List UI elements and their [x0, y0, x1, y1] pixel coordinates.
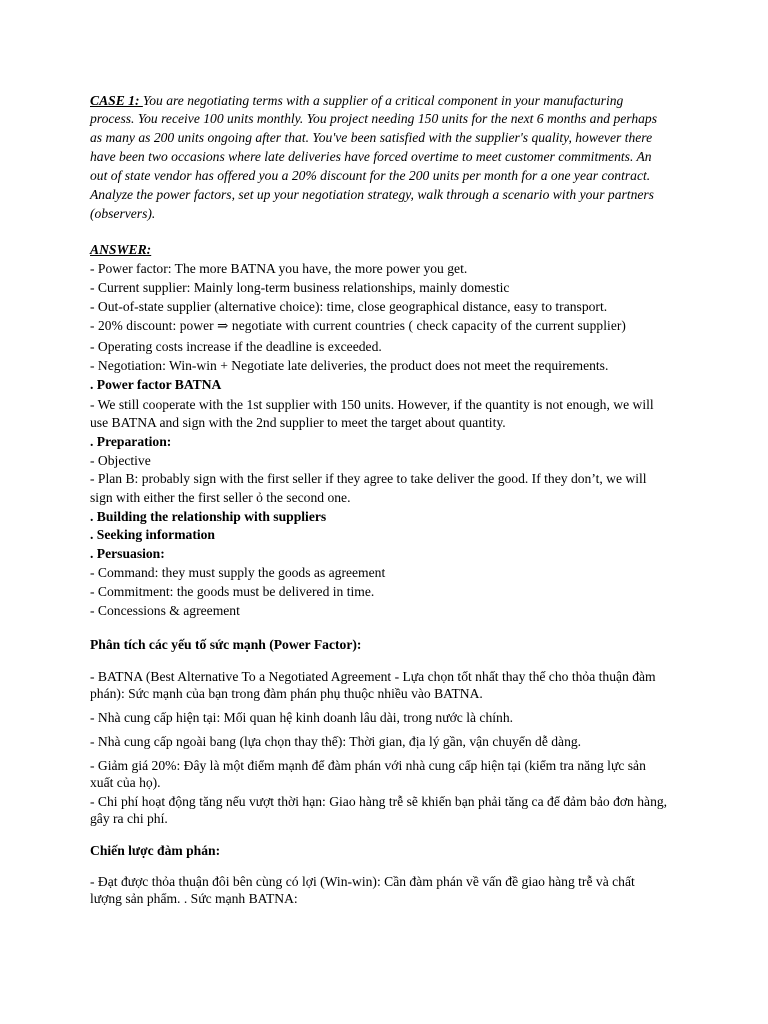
- answer-line: - Out-of-state supplier (alternative choice): time, close geographical distance, easy to transport.: [90, 299, 608, 314]
- answer-line: sign with either the first seller ỏ the second one.: [90, 490, 351, 505]
- answer-line: - Commitment: the goods must be delivered in time.: [90, 584, 375, 599]
- vn-line: - Chi phí hoạt động tăng nếu vượt thời hạn: Giao hàng trễ sẽ khiến bạn phải tăng ca để đảm bảo đơn hàng,: [90, 794, 668, 809]
- vn-line: phán): Sức mạnh của bạn trong đàm phán phụ thuộc nhiều vào BATNA.: [90, 686, 483, 701]
- vn-line: - Nhà cung cấp ngoài bang (lựa chọn thay thế): Thời gian, địa lý gần, vận chuyển dễ dàng.: [90, 734, 582, 749]
- answer-line: - Operating costs increase if the deadline is exceeded.: [90, 339, 382, 354]
- answer-subheading: . Building the relationship with suppliers: [90, 509, 327, 524]
- case-line: process. You receive 100 units monthly. You project needing 150 units for the next 6 months and perhaps: [90, 111, 657, 126]
- case-line: (observers).: [90, 206, 156, 221]
- answer-line: - 20% discount: power ⇒ negotiate with current countries ( check capacity of the current supplier): [90, 318, 626, 333]
- answer-line: - Power factor: The more BATNA you have, the more power you get.: [90, 261, 468, 276]
- answer-subheading: . Persuasion:: [90, 546, 165, 561]
- answer-line: - Negotiation: Win-win + Negotiate late deliveries, the product does not meet the requirements.: [90, 358, 609, 373]
- vn-line: - BATNA (Best Alternative To a Negotiated Agreement - Lựa chọn tốt nhất thay thế cho thỏa thuận đàm: [90, 669, 656, 684]
- answer-line: use BATNA and sign with the 2nd supplier to meet the target about quantity.: [90, 415, 506, 430]
- vn-line: - Đạt được thỏa thuận đôi bên cùng có lợi (Win-win): Cần đàm phán về vấn đề giao hàng trễ và chất: [90, 874, 635, 889]
- case-label: CASE 1:: [90, 93, 143, 108]
- answer-heading: ANSWER:: [90, 242, 152, 257]
- answer-line: - Current supplier: Mainly long-term business relationships, mainly domestic: [90, 280, 510, 295]
- answer-subheading: . Seeking information: [90, 527, 215, 542]
- vn-line: - Nhà cung cấp hiện tại: Mối quan hệ kinh doanh lâu dài, trong nước là chính.: [90, 710, 514, 725]
- answer-subheading: . Preparation:: [90, 434, 172, 449]
- vn-line: - Giảm giá 20%: Đây là một điểm mạnh để đàm phán với nhà cung cấp hiện tại (kiểm tra năng lực sản: [90, 758, 646, 773]
- vn-line: gây ra chi phí.: [90, 811, 168, 826]
- case-line: out of state vendor has offered you a 20% discount for the 200 units per month for a one year contract.: [90, 168, 651, 183]
- vn-line: lượng sản phẩm. . Sức mạnh BATNA:: [90, 891, 298, 906]
- case-line: as many as 200 units ongoing after that. You've been satisfied with the supplier's quality, however there: [90, 130, 653, 145]
- answer-line: - Objective: [90, 453, 151, 468]
- case-line: Analyze the power factors, set up your negotiation strategy, walk through a scenario with your partners: [90, 187, 654, 202]
- answer-line: - Plan B: probably sign with the first seller if they agree to take deliver the good. If they don’t, we will: [90, 471, 647, 486]
- case-line: have been two occasions where late deliveries have forced overtime to meet customer commitments. An: [90, 149, 652, 164]
- case-line: CASE 1: You are negotiating terms with a supplier of a critical component in your manufacturing: [90, 93, 624, 108]
- answer-line: - Command: they must supply the goods as agreement: [90, 565, 386, 580]
- vn-line: xuất của họ).: [90, 775, 161, 790]
- strategy-heading: Chiến lược đàm phán:: [90, 843, 221, 858]
- power-factor-heading: Phân tích các yếu tố sức mạnh (Power Factor):: [90, 637, 362, 652]
- answer-line: - We still cooperate with the 1st supplier with 150 units. However, if the quantity is not enough, we will: [90, 397, 654, 412]
- answer-line: - Concessions & agreement: [90, 603, 240, 618]
- answer-subheading: . Power factor BATNA: [90, 377, 222, 392]
